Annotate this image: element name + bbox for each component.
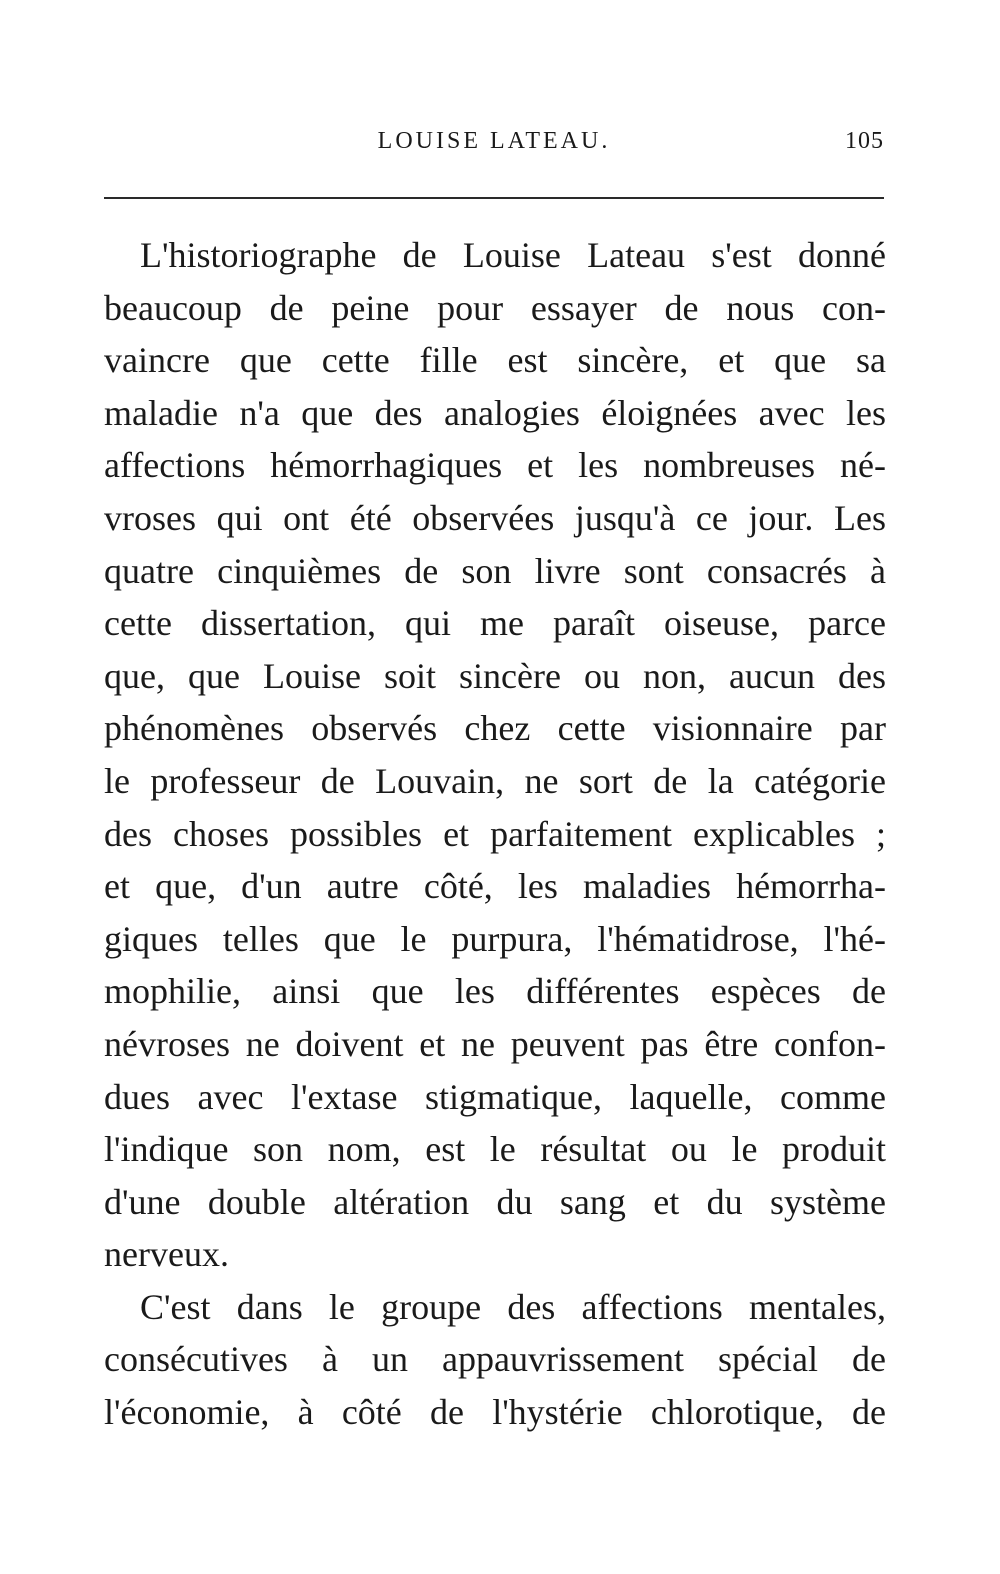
- body-text: [104, 229, 886, 1439]
- text-line: l'économie, à côté de l'hystérie chlorotique, de: [104, 1392, 886, 1433]
- text-line: et que, d'un autre côté, les maladies hémorrha-: [104, 866, 886, 907]
- text-line: maladie n'a que des analogies éloignées avec les: [104, 392, 886, 433]
- text-line: phénomènes observés chez cette visionnaire par: [104, 708, 886, 749]
- text-line: mophilie, ainsi que les différentes espèces de: [104, 971, 886, 1012]
- paragraph-1: [104, 229, 886, 1281]
- running-title: LOUISE LATEAU.: [377, 128, 611, 154]
- text-line: beaucoup de peine pour essayer de nous con-: [104, 287, 886, 328]
- page-number: 105: [845, 128, 884, 154]
- text-line: affections hémorrhagiques et les nombreuses né-: [104, 445, 886, 486]
- text-line: consécutives à un appauvrissement spécial de: [104, 1339, 886, 1380]
- running-header: [104, 128, 884, 168]
- text-line: que, que Louise soit sincère ou non, aucun des: [104, 655, 886, 696]
- text-line: d'une double altération du sang et du système: [104, 1181, 886, 1222]
- text-line: quatre cinquièmes de son livre sont consacrés à: [104, 550, 886, 591]
- text-line: giques telles que le purpura, l'hématidrose, l'hé-: [104, 918, 886, 959]
- text-line: cette dissertation, qui me paraît oiseuse, parce: [104, 603, 886, 644]
- text-line: nerveux.: [104, 1234, 229, 1275]
- text-line: le professeur de Louvain, ne sort de la catégorie: [104, 760, 886, 801]
- text-line: l'indique son nom, est le résultat ou le produit: [104, 1129, 886, 1170]
- text-line: vroses qui ont été observées jusqu'à ce jour. Les: [104, 497, 886, 538]
- text-line: des choses possibles et parfaitement explicables ;: [104, 813, 886, 854]
- paragraph-2: [104, 1281, 886, 1439]
- text-line: dues avec l'extase stigmatique, laquelle, comme: [104, 1076, 886, 1117]
- text-line: vaincre que cette fille est sincère, et que sa: [104, 340, 886, 381]
- text-line: névroses ne doivent et ne peuvent pas être confon-: [104, 1023, 886, 1064]
- text-line: C'est dans le groupe des affections mentales,: [140, 1286, 886, 1327]
- header-rule: [104, 197, 884, 199]
- text-line: L'historiographe de Louise Lateau s'est donné: [140, 235, 886, 275]
